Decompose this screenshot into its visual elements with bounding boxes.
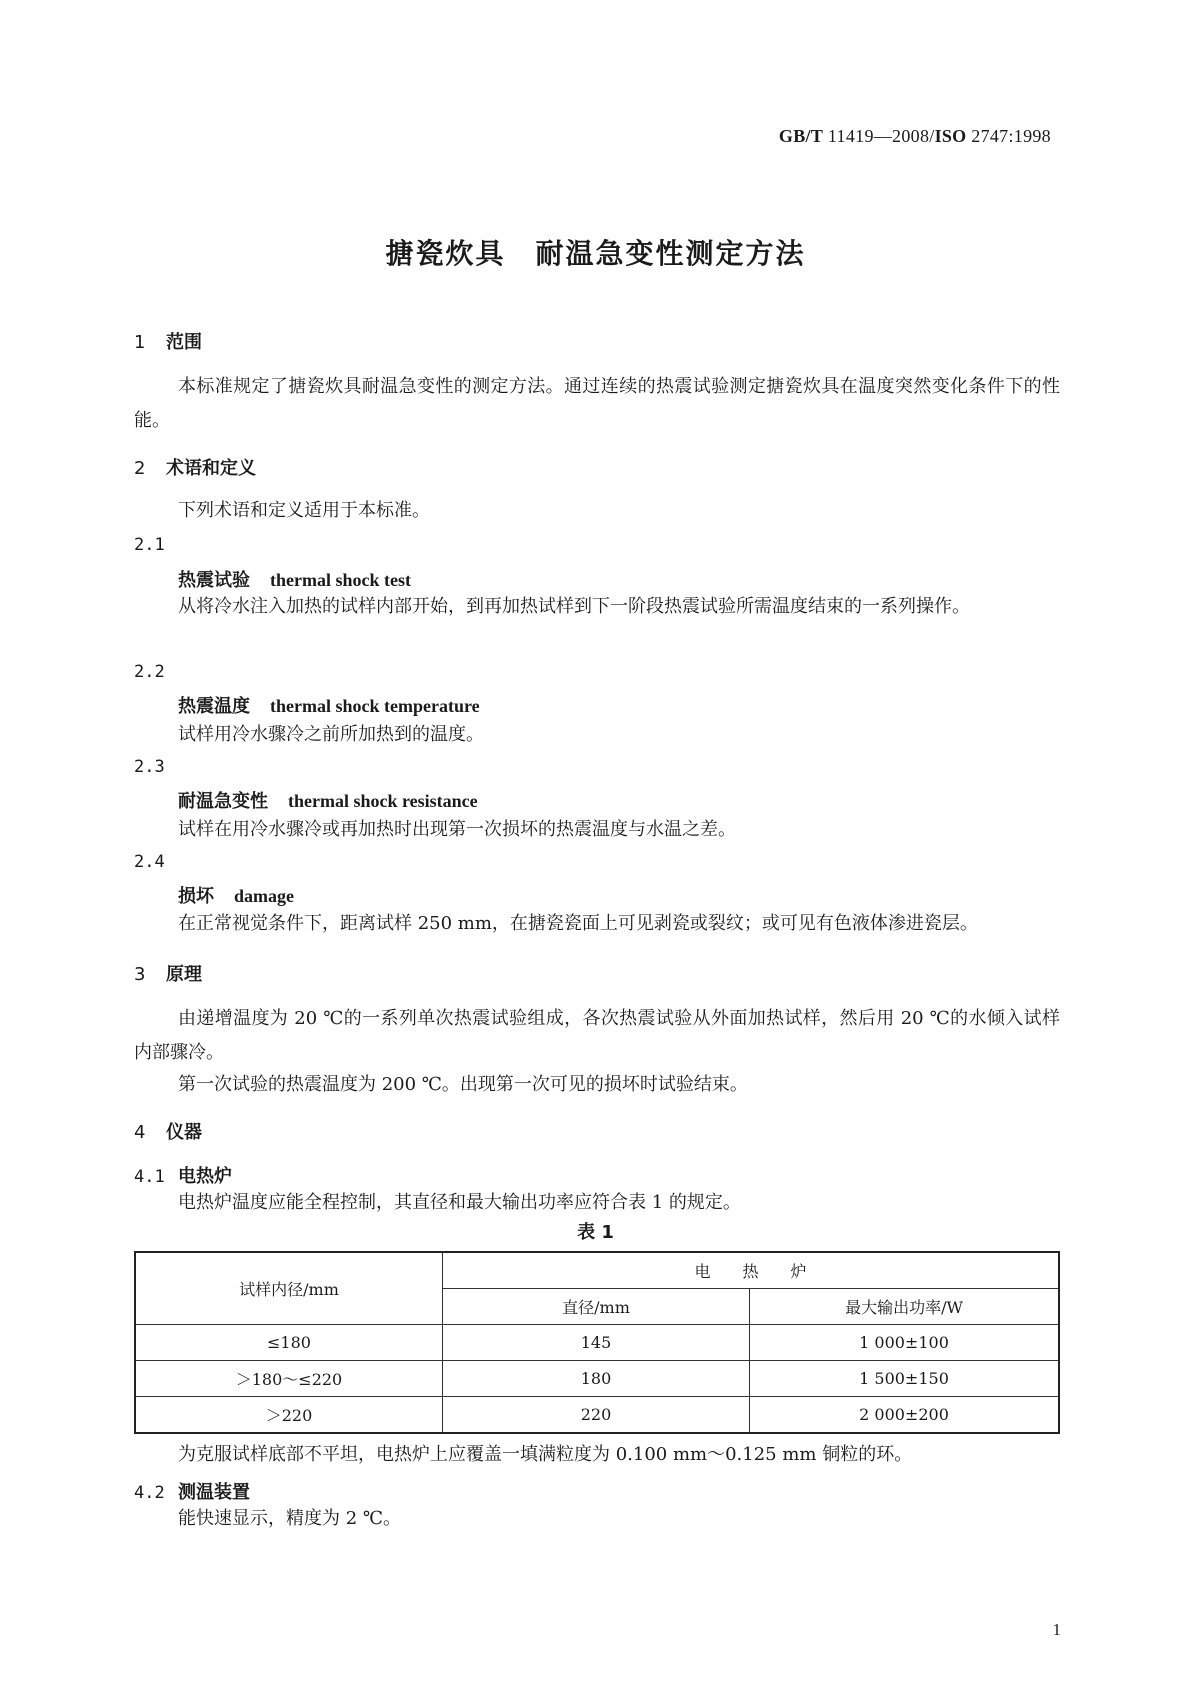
table-row — [135, 1397, 1059, 1434]
table-row — [135, 1361, 1059, 1397]
table-cell: 1 000±100 — [750, 1325, 1060, 1361]
term-definition: 从将冷水注入加热的试样内部开始，到再加热试样到下一阶段热震试验所需温度结束的一系列操作。 — [178, 596, 970, 617]
subsection-4-2-heading: 4.2 测温装置 — [134, 1482, 250, 1503]
table-cell: 220 — [443, 1397, 750, 1434]
section-1-heading: 1 范围 — [134, 332, 202, 353]
term-heading: 热震试验 thermal shock test — [178, 570, 411, 591]
table-header-power: 最大输出功率/W — [750, 1289, 1060, 1325]
table-header-group: 电 热 炉 — [443, 1252, 1060, 1289]
term-number: 2.2 — [134, 662, 165, 682]
subsection-4-1-paragraph: 电热炉温度应能全程控制，其直径和最大输出功率应符合表 1 的规定。 — [178, 1192, 741, 1213]
table-note-paragraph: 为克服试样底部不平坦，电热炉上应覆盖一填满粒度为 0.100 mm～0.125 mm 铜粒的环。 — [178, 1444, 913, 1465]
standard-code: GB/T 11419—2008/ISO 2747:1998 — [778, 126, 1051, 146]
term-definition: 试样在用冷水骤冷或再加热时出现第一次损坏的热震温度与水温之差。 — [178, 819, 736, 840]
table-caption: 表 1 — [577, 1222, 614, 1243]
table-row — [135, 1325, 1059, 1361]
table-cell: 2 000±200 — [750, 1397, 1060, 1434]
section-2-intro: 下列术语和定义适用于本标准。 — [178, 500, 430, 521]
page-number: 1 — [1052, 1620, 1061, 1639]
term-number: 2.4 — [134, 852, 165, 872]
table-cell: 180 — [443, 1361, 750, 1397]
term-number: 2.1 — [134, 535, 165, 555]
table-header-inner-diameter: 试样内径/mm — [135, 1252, 443, 1325]
subsection-4-1-heading: 4.1 电热炉 — [134, 1166, 232, 1187]
section-2-heading: 2 术语和定义 — [134, 458, 256, 479]
term-definition: 试样用冷水骤冷之前所加热到的温度。 — [178, 724, 484, 745]
table-cell: ≤180 — [135, 1325, 443, 1361]
furnace-spec-table — [134, 1251, 1060, 1434]
table-cell: ＞180～≤220 — [135, 1361, 443, 1397]
section-3-heading: 3 原理 — [134, 964, 202, 985]
term-definition: 在正常视觉条件下，距离试样 250 mm，在搪瓷瓷面上可见剥瓷或裂纹；或可见有色液体渗进瓷层。 — [178, 913, 978, 934]
section-4-heading: 4 仪器 — [134, 1122, 202, 1143]
term-heading: 耐温急变性 thermal shock resistance — [178, 791, 478, 812]
table-cell: ＞220 — [135, 1397, 443, 1434]
table-cell: 145 — [443, 1325, 750, 1361]
document-title: 搪瓷炊具 耐温急变性测定方法 — [385, 237, 806, 270]
term-heading: 热震温度 thermal shock temperature — [178, 696, 480, 717]
table-cell: 1 500±150 — [750, 1361, 1060, 1397]
term-heading: 损坏 damage — [178, 886, 294, 907]
section-1-paragraph: 本标准规定了搪瓷炊具耐温急变性的测定方法。通过连续的热震试验测定搪瓷炊具在温度突然变化条件下的性能。 — [134, 376, 1060, 431]
section-3-paragraph: 第一次试验的热震温度为 200 ℃。出现第一次可见的损坏时试验结束。 — [178, 1074, 748, 1095]
section-3-paragraph: 由递增温度为 20 ℃的一系列单次热震试验组成，各次热震试验从外面加热试样，然后用 20 ℃的水倾入试样内部骤冷。 — [134, 1008, 1060, 1063]
subsection-4-2-paragraph: 能快速显示，精度为 2 ℃。 — [178, 1508, 402, 1529]
table-header-diameter: 直径/mm — [443, 1289, 750, 1325]
term-number: 2.3 — [134, 757, 165, 777]
